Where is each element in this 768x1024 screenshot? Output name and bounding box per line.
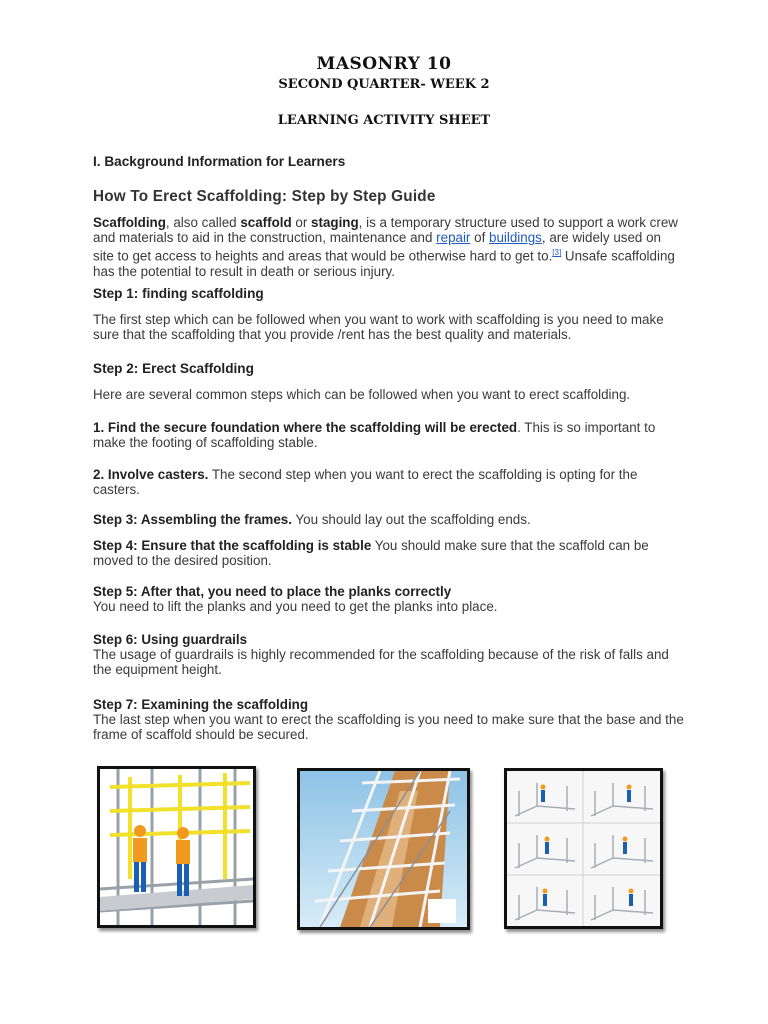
step1-body: The first step which can be followed when you want to work with scaffolding is you need to make sure that the scaffolding that you provide /rent has the best quality and materials. [93,312,664,343]
intro-text: , are widely used on site to get access to heights and areas that would be otherwise hard to get to. [93,230,661,264]
step3-text: You should lay out the scaffolding ends. [291,512,531,527]
substep1 [93,420,685,450]
guide-title: How To Erect Scaffolding: Step by Step Guide [93,188,436,205]
tower-scene [300,771,467,927]
step7-text: The last step when you want to erect the scaffolding is you need to make sure that the base and the frame of scaffold should be secured. [93,712,684,743]
assembly-steps-grid [504,768,663,929]
intro-text: , also called [165,215,241,230]
section-heading: I. Background Information for Learners [93,154,346,169]
step1-title: Step 1: finding scaffolding [93,286,264,301]
step5-text: You need to lift the planks and you need to get the planks into place. [93,599,498,615]
sheet-title: LEARNING ACTIVITY SHEET [277,113,491,128]
document-title: MASONRY 10 [316,54,452,74]
intro-text: , is a temporary structure used to support a work crew and materials to aid in the construction, maintenance and [93,215,678,246]
buildings-link[interactable]: buildings [489,230,542,246]
document-subtitle: SECOND QUARTER- WEEK 2 [278,77,490,92]
step3-title: Step 3: Assembling the frames. [93,512,292,527]
step7-title: Step 7: Examining the scaffolding [93,697,309,712]
intro-text: or [291,215,312,230]
intro-text: of [470,230,490,246]
substep2 [93,467,685,497]
step6 [93,632,685,678]
intro-text: Unsafe scaffolding has the potential to result in death or serious injury. [93,248,675,280]
guardrail-scene [100,769,253,925]
intro-paragraph [93,215,685,279]
reference-link[interactable]: [3] [552,248,562,258]
step2-body: Here are several common steps which can be followed when you want to erect scaffolding. [93,387,631,402]
step4 [93,538,685,568]
step3 [93,512,685,527]
step7 [93,697,685,743]
substep2-title: 2. Involve casters. [93,467,209,482]
scaffold-tower-photo [297,768,470,930]
step6-title: Step 6: Using guardrails [93,632,248,647]
substep1-text: . This is so important to make the footing of scaffolding stable. [93,420,656,451]
step6-text: The usage of guardrails is highly recommended for the scaffolding because of the risk of falls and the equipment height. [93,647,669,678]
workers-guardrail-illustration [97,766,256,928]
term-scaffolding: Scaffolding [93,215,166,230]
term-scaffold: scaffold [240,215,292,230]
substep2-text: The second step when you want to erect the scaffolding is opting for the casters. [93,467,638,498]
step4-text: You should make sure that the scaffold can be moved to the desired position. [93,538,649,569]
step2-title: Step 2: Erect Scaffolding [93,361,254,376]
step4-title: Step 4: Ensure that the scaffolding is stable [93,538,372,553]
term-staging: staging [311,215,359,230]
step5 [93,584,685,614]
step5-title: Step 5: After that, you need to place the planks correctly [93,584,452,599]
substep1-title: 1. Find the secure foundation where the scaffolding will be erected [93,420,518,435]
steps-grid-scene [507,771,660,926]
repair-link[interactable]: repair [436,230,471,246]
